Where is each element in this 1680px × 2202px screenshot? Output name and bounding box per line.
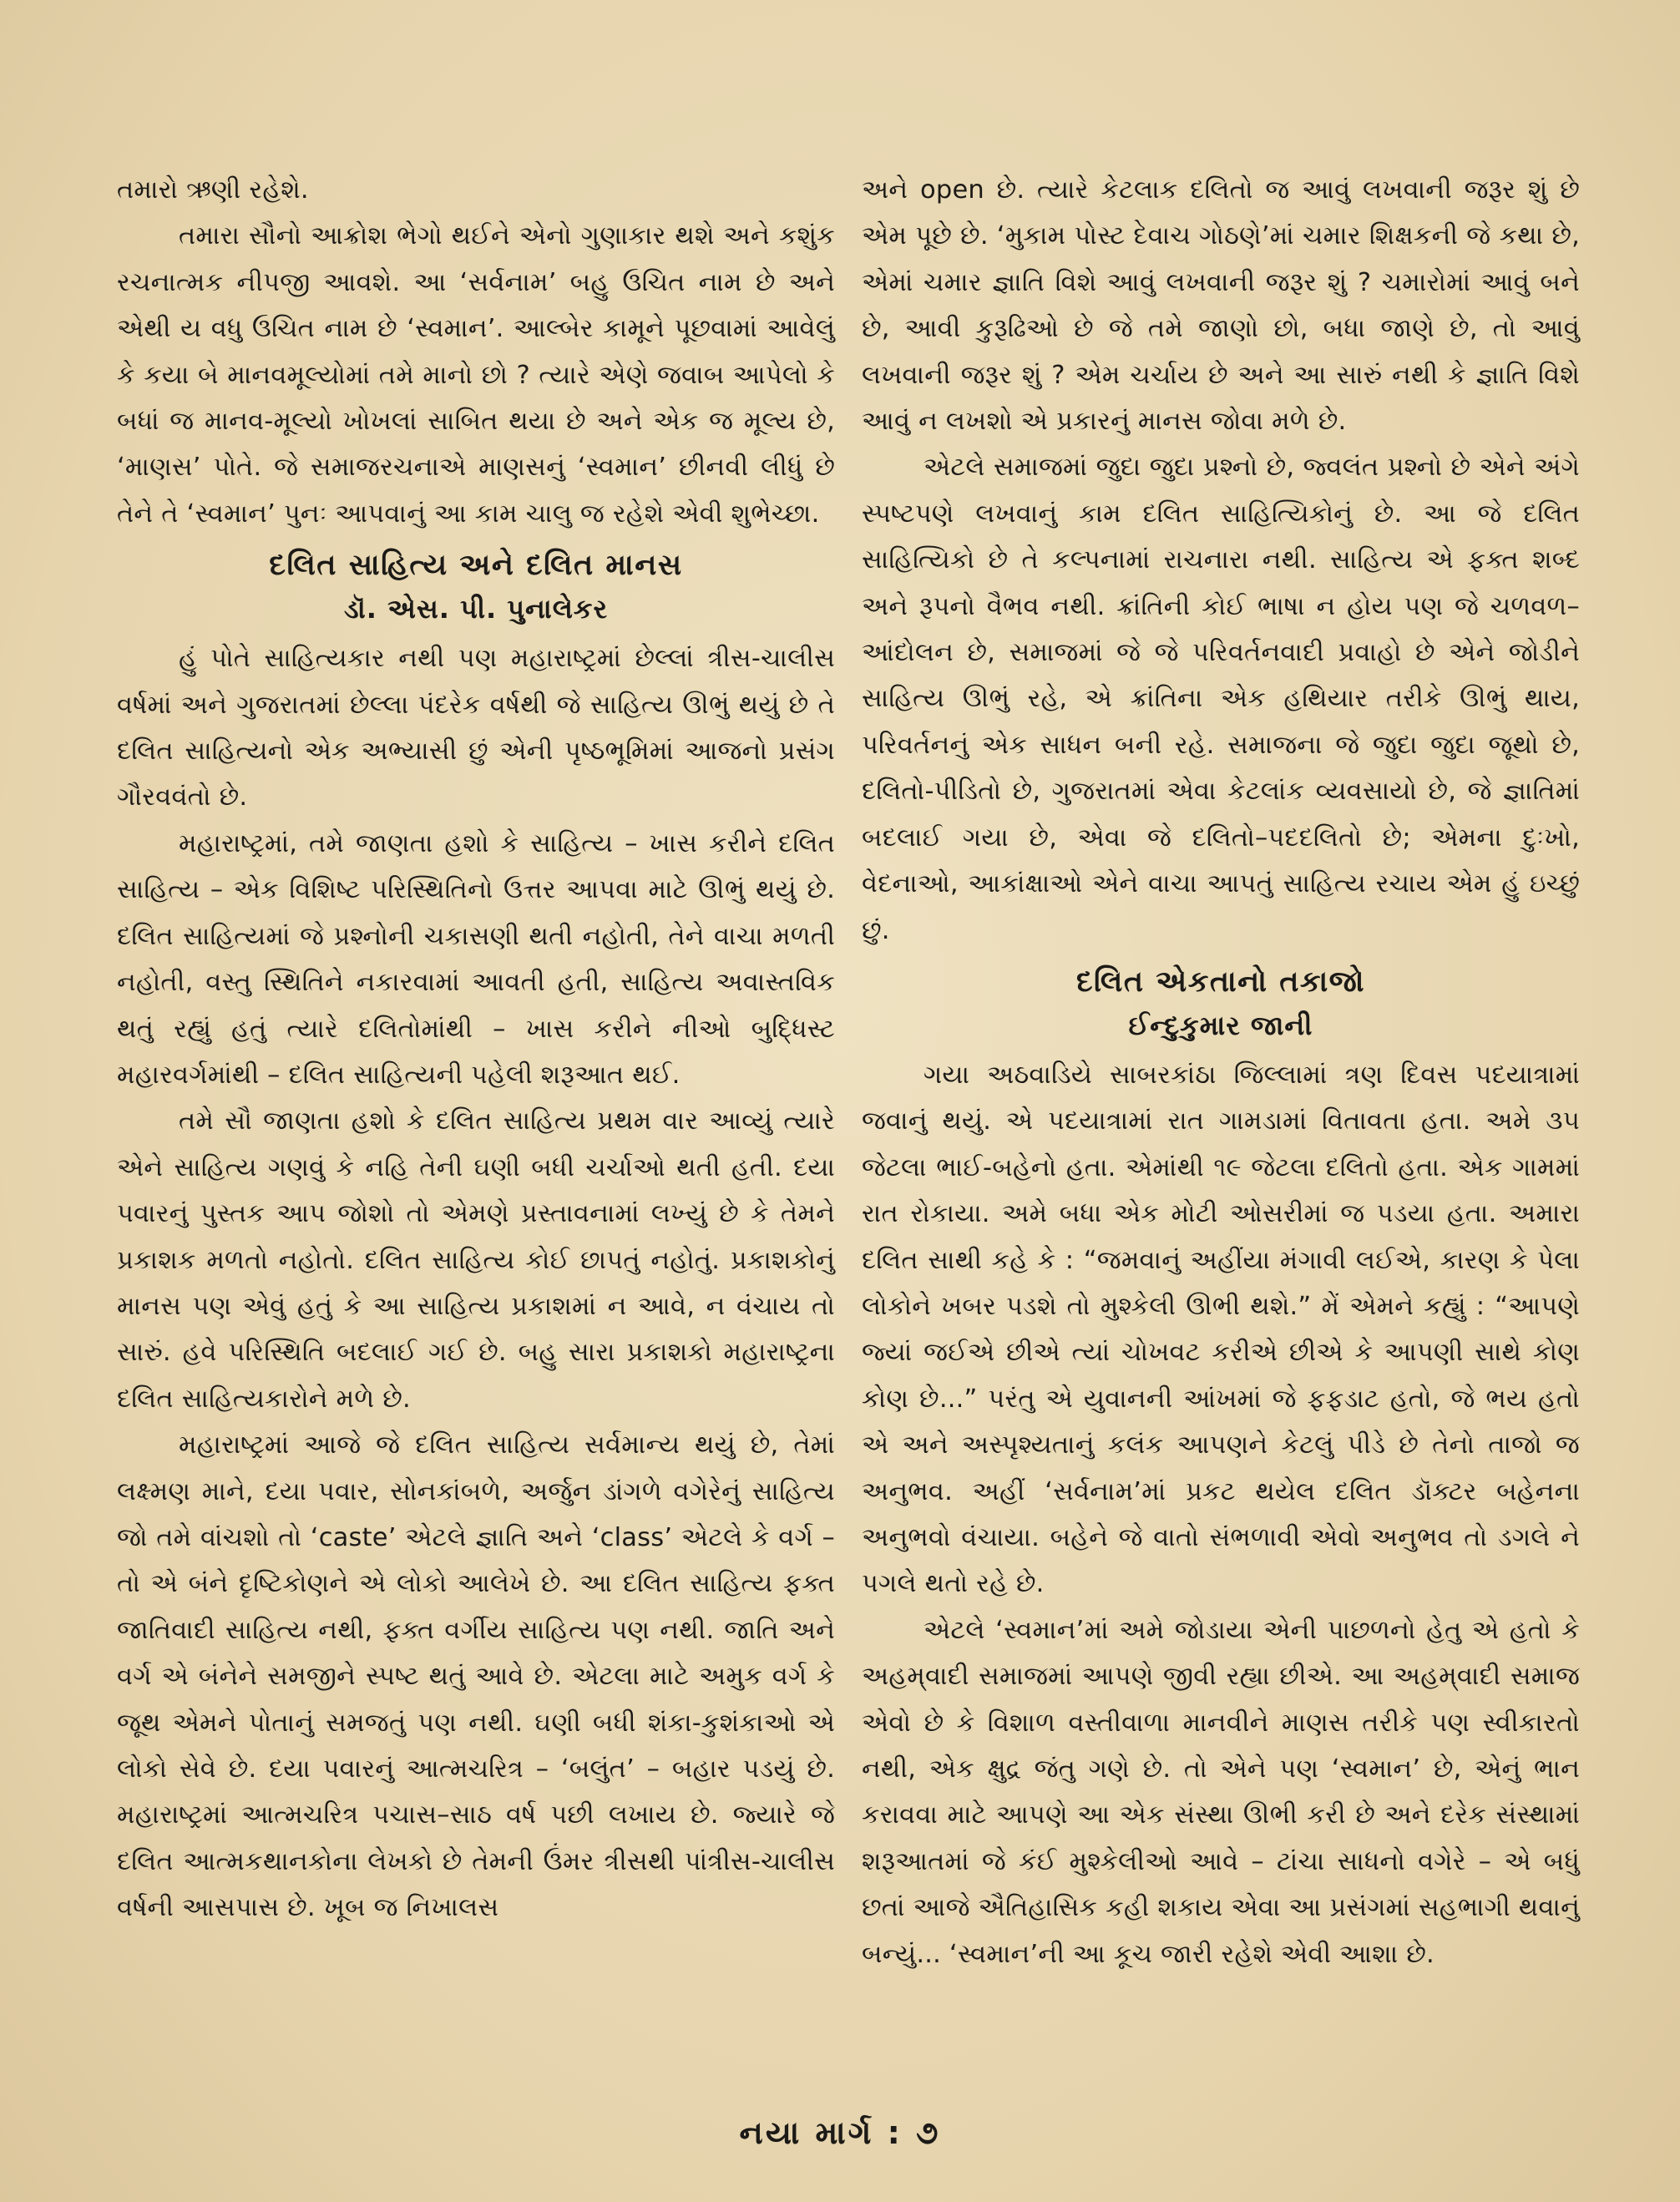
- article-author: ઈન્દુકુમાર જાની: [1128, 1009, 1313, 1041]
- paragraph: તમે સૌ જાણતા હશો કે દલિત સાહિત્ય પ્રથમ વાર આવ્યું ત્યારે એને સાહિત્ય ગણવું કે નહિ તેની ઘણી બધી ચર્ચાઓ થતી હતી. દયા પવારનું પુસ્તક આપ જોશો તો એમણે પ્રસ્તાવનામાં લખ્યું છે કે તેમને પ્રકાશક મળતો નહોતો. દલિત સાહિત્ય કોઈ છાપતું નહોતું. પ્રકાશકોનું માનસ પણ એવું હતું કે આ સાહિત્ય પ્રકાશમાં ન આવે, ન વંચાય તો સારું. હવે પરિસ્થિતિ બદલાઈ ગઈ છે. બહુ સારા પ્રકાશકો મહારાષ્ટ્રના દલિત સાહિત્યકારોને મળે છે.: [117, 1106, 835, 1414]
- paragraph: ગયા અઠવાડિયે સાબરકાંઠા જિલ્લામાં ત્રણ દિવસ પદયાત્રામાં જવાનું થયું. એ પદયાત્રામાં રાત ગામડામાં વિતાવતા હતા. અમે ૩૫ જેટલા ભાઈ-બહેનો હતા. એમાંથી ૧૯ જેટલા દલિતો હતા. એક ગામમાં રાત રોકાયા. અમે બધા એક મોટી ઓસરીમાં જ પડયા હતા. અમારા દલિત સાથી કહે કે : “જમવાનું અહીંયા મંગાવી લઈએ, કારણ કે પેલા લોકોને ખબર પડશે તો મુશ્કેલી ઊભી થશે.” મેં એમને કહ્યું : “આપણે જ્યાં જઈએ છીએ ત્યાં ચોખવટ કરીએ છીએ કે આપણી સાથે કોણ કોણ છે...” પરંતુ એ યુવાનની આંખમાં જે ફફડાટ હતો, જે ભય હતો એ અને અસ્પૃશ્યતાનું કલંક આપણને કેટલું પીડે છે તેનો તાજો જ અનુભવ. અહીં ‘સર્વનામ’માં પ્રકટ થયેલ દલિત ડૉક્ટર બહેનના અનુભવો વંચાયા. બહેને જે વાતો સંભળાવી એવો અનુભવ તો ડગલે ને પગલે થતો રહે છે.: [862, 1060, 1580, 1599]
- paragraph: તમારો ઋણી રહેશે.: [117, 175, 309, 205]
- paragraph: હું પોતે સાહિત્યકાર નથી પણ મહારાષ્ટ્રમાં છેલ્લાં ત્રીસ-ચાલીસ વર્ષમાં અને ગુજરાતમાં છેલ્લા પંદરેક વર્ષથી જે સાહિત્ય ઊભું થયું છે તે દલિત સાહિત્યનો એક અભ્યાસી છું એની પૃષ્ઠભૂમિમાં આજનો પ્રસંગ ગૌરવવંતો છે.: [117, 644, 835, 812]
- right-column: [862, 167, 1580, 1977]
- article-heading: દલિત એકતાનો તકાજો: [1075, 964, 1366, 999]
- page-footer: નયા માર્ગ : ૭: [739, 2114, 941, 2151]
- article-author: ડૉ. એસ. પી. પુનાલેકર: [343, 593, 609, 625]
- article-heading: દલિત સાહિત્ય અને દલિત માનસ: [269, 549, 683, 583]
- paragraph: એટલે ‘સ્વમાન’માં અમે જોડાયા એની પાછળનો હેતુ એ હતો કે અહમ્‌વાદી સમાજમાં આપણે જીવી રહ્યા છીએ. આ અહમ્‌વાદી સમાજ એવો છે કે વિશાળ વસ્તીવાળા માનવીને માણસ તરીકે પણ સ્વીકારતો નથી, એક ક્ષુદ્ર જંતુ ગણે છે. તો એને પણ ‘સ્વમાન’ છે, એનું ભાન કરાવવા માટે આપણે આ એક સંસ્થા ઊભી કરી છે અને દરેક સંસ્થામાં શરૂઆતમાં જે કંઈ મુશ્કેલીઓ આવે – ટાંચા સાધનો વગેરે – એ બધું છતાં આજે ઐતિહાસિક કહી શકાય એવા આ પ્રસંગમાં સહભાગી થવાનું બન્યું... ‘સ્વમાન’ની આ કૂચ જારી રહેશે એવી આશા છે.: [862, 1615, 1580, 1969]
- paragraph: મહારાષ્ટ્રમાં, તમે જાણતા હશો કે સાહિત્ય – ખાસ કરીને દલિત સાહિત્ય – એક વિશિષ્ટ પરિસ્થિતિનો ઉત્તર આપવા માટે ઊભું થયું છે. દલિત સાહિત્યમાં જે પ્રશ્નોની ચકાસણી થતી નહોતી, તેને વાચા મળતી નહોતી, વસ્તુ સ્થિતિને નકારવામાં આવતી હતી, સાહિત્ય અવાસ્તવિક થતું રહ્યું હતું ત્યારે દલિતોમાંથી – ખાસ કરીને નીઓ બુદ્ધિસ્ટ મહારવર્ગમાંથી – દલિત સાહિત્યની પહેલી શરૂઆત થઈ.: [117, 828, 835, 1090]
- paragraph: અને open છે. ત્યારે કેટલાક દલિતો જ આવું લખવાની જરૂર શું છે એમ પૂછે છે. ‘મુકામ પોસ્ટ દેવાચ ગોઠણે’માં ચમાર શિક્ષકની જે કથા છે, એમાં ચમાર જ્ઞાતિ વિશે આવું લખવાની જરૂર શું ? ચમારોમાં આવું બને છે, આવી કુરૂઢિઓ છે જે તમે જાણો છો, બધા જાણે છે, તો આવું લખવાની જરૂર શું ? એમ ચર્ચાય છે અને આ સારું નથી કે જ્ઞાતિ વિશે આવું ન લખશો એ પ્રકારનું માનસ જોવા મળે છે.: [862, 175, 1580, 437]
- paragraph: મહારાષ્ટ્રમાં આજે જે દલિત સાહિત્ય સર્વમાન્ય થયું છે, તેમાં લક્ષ્મણ માને, દયા પવાર, સોનકાંબળે, અર્જુન ડાંગળે વગેરેનું સાહિત્ય જો તમે વાંચશો તો ‘caste’ એટલે જ્ઞાતિ અને ‘class’ એટલે કે વર્ગ – તો એ બંને દૃષ્ટિકોણને એ લોકો આલેખે છે. આ દલિત સાહિત્ય ફક્ત જાતિવાદી સાહિત્ય નથી, ફક્ત વર્ગીય સાહિત્ય પણ નથી. જાતિ અને વર્ગ એ બંનેને સમજીને સ્પષ્ટ થતું આવે છે. એટલા માટે અમુક વર્ગ કે જૂથ એમને પોતાનું સમજતું પણ નથી. ઘણી બધી શંકા-કુશંકાઓ એ લોકો સેવે છે. દયા પવારનું આત્મચરિત્ર – ‘બલુંત’ – બહાર પડયું છે. મહારાષ્ટ્રમાં આત્મચરિત્ર પચાસ–સાઠ વર્ષ પછી લખાય છે. જ્યારે જે દલિત આત્મકથાનકોના લેખકો છે તેમની ઉંમર ત્રીસથી પાંત્રીસ-ચાલીસ વર્ષની આસપાસ છે. ખૂબ જ નિખાલસ: [117, 1430, 835, 1923]
- paragraph: તમારા સૌનો આક્રોશ ભેગો થઈને એનો ગુણાકાર થશે અને કશુંક રચનાત્મક નીપજી આવશે. આ ‘સર્વનામ’ બહુ ઉચિત નામ છે અને એથી ય વધુ ઉચિત નામ છે ‘સ્વમાન’. આલ્બેર કામૂને પૂછવામાં આવેલું કે કયા બે માનવમૂલ્યોમાં તમે માનો છો ? ત્યારે એણે જવાબ આપેલો કે બધાં જ માનવ-મૂલ્યો ખોખલાં સાબિત થયા છે અને એક જ મૂલ્ય છે, ‘માણસ’ પોતે. જે સમાજરચનાએ માણસનું ‘સ્વમાન’ છીનવી લીધું છે તેને તે ‘સ્વમાન’ પુનઃ આપવાનું આ કામ ચાલુ જ રહેશે એવી શુભેચ્છા.: [117, 221, 835, 529]
- left-column: [117, 167, 835, 1931]
- paragraph: એટલે સમાજમાં જુદા જુદા પ્રશ્નો છે, જ્વલંત પ્રશ્નો છે એને અંગે સ્પષ્ટપણે લખવાનું કામ દલિત સાહિત્યિકોનું છે. આ જે દલિત સાહિત્યિકો છે તે કલ્પનામાં રાચનારા નથી. સાહિત્ય એ ફક્ત શબ્દ અને રૂપનો વૈભવ નથી. ક્રાંતિની કોઈ ભાષા ન હોય પણ જે ચળવળ–આંદોલન છે, સમાજમાં જે જે પરિવર્તનવાદી પ્રવાહો છે એને જોડીને સાહિત્ય ઊભું રહે, એ ક્રાંતિના એક હથિયાર તરીકે ઊભું થાય, પરિવર્તનનું એક સાધન બની રહે. સમાજના જે જુદા જુદા જૂથો છે, દલિતો-પીડિતો છે, ગુજરાતમાં એવા કેટલાંક વ્યવસાયો છે, જે જ્ઞાતિમાં બદલાઈ ગયા છે, એવા જે દલિતો–પદદલિતો છે; એમના દુઃખો, વેદનાઓ, આકાંક્ષાઓ એને વાચા આપતું સાહિત્ય રચાય એમ હું ઇચ્છું છું.: [862, 453, 1580, 945]
